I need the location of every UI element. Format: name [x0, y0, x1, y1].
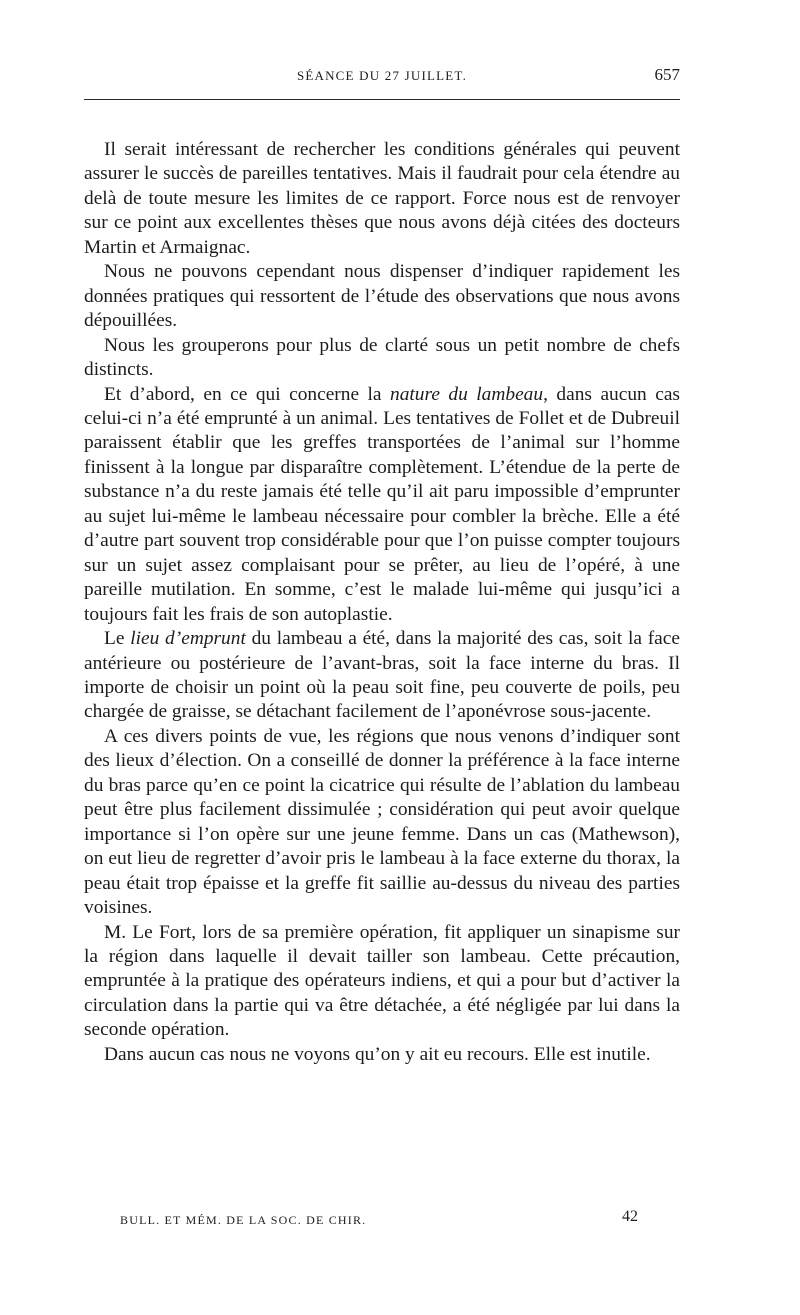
text-run: du lambeau a été, dans la majorité des cas, soit la face antérieure ou postérieure de l’avant-bras, soit la face interne du bras. Il importe de choisir un point où la peau soit fine, peu couverte de poils, peu chargée de graisse, se détachant facilement de l’aponévrose sous-jacente.	[84, 628, 680, 723]
text-run: Il serait intéressant de rechercher les conditions générales qui peuvent assurer le succès de pareilles tentatives. Mais il faudrait pour cela étendre au delà de toute mesure les limites de ce rapport. Force nous est de renvoyer sur ce point aux excellentes thèses que nous avons déjà citées des docteurs Martin et Armaignac.	[84, 139, 680, 258]
paragraph	[84, 334, 680, 383]
text-run: Et d’abord, en ce qui concerne la	[104, 383, 391, 405]
paragraph	[84, 1043, 680, 1067]
header-rule	[84, 99, 680, 100]
text-run: , dans aucun cas celui-ci n’a été emprunté à un animal. Les tentatives de Follet et de Dubreuil paraissent établir que les greffes transportées de l’animal sur l’homme finissent à la longue par disparaître complètement. L’étendue de la perte de substance n’a du reste jamais été telle qu’il ait paru impossible d’emprunter au sujet lui-même le lambeau nécessaire pour combler la brèche. Elle a été d’autre part souvent trop considérable pour que l’on puisse compter toujours sur un sujet assez complaisant pour se prêter, au lieu de l’opéré, à une pareille mutilation. En somme, c’est le malade lui-même qui jusqu’ici a toujours fait les frais de son autoplastie.	[84, 383, 680, 625]
signature-mark: 42	[622, 1208, 638, 1225]
paragraph	[84, 627, 680, 725]
text-run: A ces divers points de vue, les régions que nous venons d’indiquer sont des lieux d’élection. On a conseillé de donner la préférence à la face interne du bras parce qu’en ce point la cicatrice qui résulte de l’ablation du lambeau peut être plus facilement dissimulée ; considération qui peut avoir quelque importance si l’on opère sur une jeune femme. Dans un cas (Mathewson), on eut lieu de regretter d’avoir pris le lambeau à la face externe du thorax, la peau était trop épaisse et la greffe fit saillie au-dessus du niveau des parties voisines.	[84, 725, 680, 919]
body-text	[84, 138, 680, 1067]
running-head	[84, 64, 680, 90]
text-run: Nous ne pouvons cependant nous dispenser d’indiquer rapidement les données pratiques qui ressortent de l’étude des observations que nous avons dépouillées.	[84, 261, 680, 332]
italic-phrase: nature du lambeau	[390, 383, 544, 405]
paragraph	[84, 260, 680, 333]
paragraph	[84, 383, 680, 628]
running-title: SÉANCE DU 27 JUILLET.	[296, 68, 468, 83]
paragraph	[84, 138, 680, 260]
page-footer	[84, 1208, 680, 1232]
text-run: Nous les grouperons pour plus de clarté sous un petit nombre de chefs distincts.	[84, 334, 680, 381]
text-run: M. Le Fort, lors de sa première opération, fit appliquer un sinapisme sur la région dans laquelle il devait tailler son lambeau. Cette précaution, empruntée à la pratique des opérateurs indiens, et qui a pour but d’activer la circulation dans la partie qui va être détachée, a été négligée par lui dans la seconde opération.	[84, 921, 680, 1041]
page-number: 657	[654, 65, 680, 84]
text-run: Le	[104, 628, 131, 650]
italic-phrase: lieu d’emprunt	[130, 628, 246, 650]
paragraph	[84, 921, 680, 1043]
paragraph	[84, 725, 680, 921]
journal-abbreviation: BULL. ET MÉM. DE LA SOC. DE CHIR.	[120, 1213, 367, 1227]
text-run: Dans aucun cas nous ne voyons qu’on y ait eu recours. Elle est inutile.	[104, 1043, 651, 1065]
